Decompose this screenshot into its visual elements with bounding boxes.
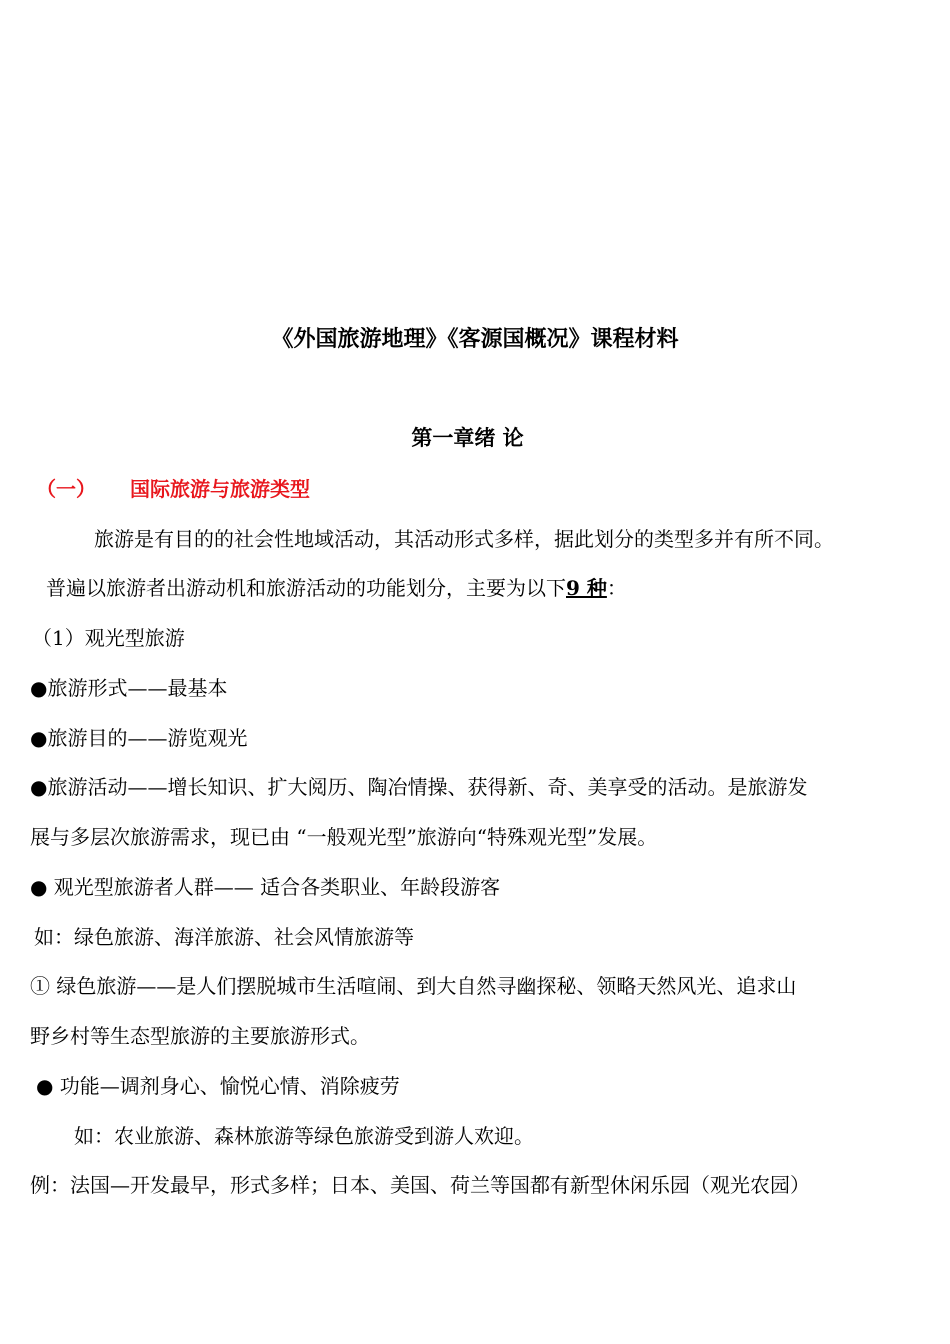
item-heading-1: （1）观光型旅游 (32, 626, 185, 650)
paragraph-2-emphasis: 9 种 (566, 576, 607, 600)
bullet-form: ●旅游形式——最基本 (30, 676, 228, 700)
example-line-2: 如：农业旅游、森林旅游等绿色旅游受到游人欢迎。 (74, 1124, 534, 1148)
document-title: 《外国旅游地理》《客源国概况》课程材料 (271, 326, 679, 352)
paragraph-2 (46, 575, 627, 601)
green-tourism-line-2: 野乡村等生态型旅游的主要旅游形式。 (30, 1024, 370, 1048)
section-heading (36, 476, 310, 502)
paragraph-2-text: 普遍以旅游者出游动机和旅游活动的功能划分，主要为以下 (46, 576, 566, 600)
paragraph-2-colon: ： (606, 576, 627, 600)
bullet-purpose: ●旅游目的——游览观光 (30, 726, 248, 750)
chapter-heading: 第一章绪 论 (411, 425, 524, 450)
bullet-audience: ● 观光型旅游者人群—— 适合各类职业、年龄段游客 (30, 875, 501, 899)
example-line-1: 如：绿色旅游、海洋旅游、社会风情旅游等 (34, 925, 414, 949)
green-tourism-line-1: ① 绿色旅游——是人们摆脱城市生活喧闹、到大自然寻幽探秘、领略天然风光、追求山 (30, 974, 797, 998)
section-label: 国际旅游与旅游类型 (130, 477, 310, 501)
example-line-3: 例：法国—开发最早，形式多样；日本、美国、荷兰等国都有新型休闲乐园（观光农园） (30, 1173, 810, 1197)
bullet-activity-line-1: ●旅游活动——增长知识、扩大阅历、陶冶情操、获得新、奇、美享受的活动。是旅游发 (30, 775, 808, 799)
paragraph-1: 旅游是有目的的社会性地域活动，其活动形式多样，据此划分的类型多并有所不同。 (94, 527, 834, 551)
bullet-function: ● 功能—调剂身心、愉悦心情、消除疲劳 (36, 1074, 400, 1098)
bullet-activity-line-2: 展与多层次旅游需求，现已由 “一般观光型”旅游向“特殊观光型”发展。 (30, 825, 658, 849)
section-number: （一） (36, 477, 96, 501)
